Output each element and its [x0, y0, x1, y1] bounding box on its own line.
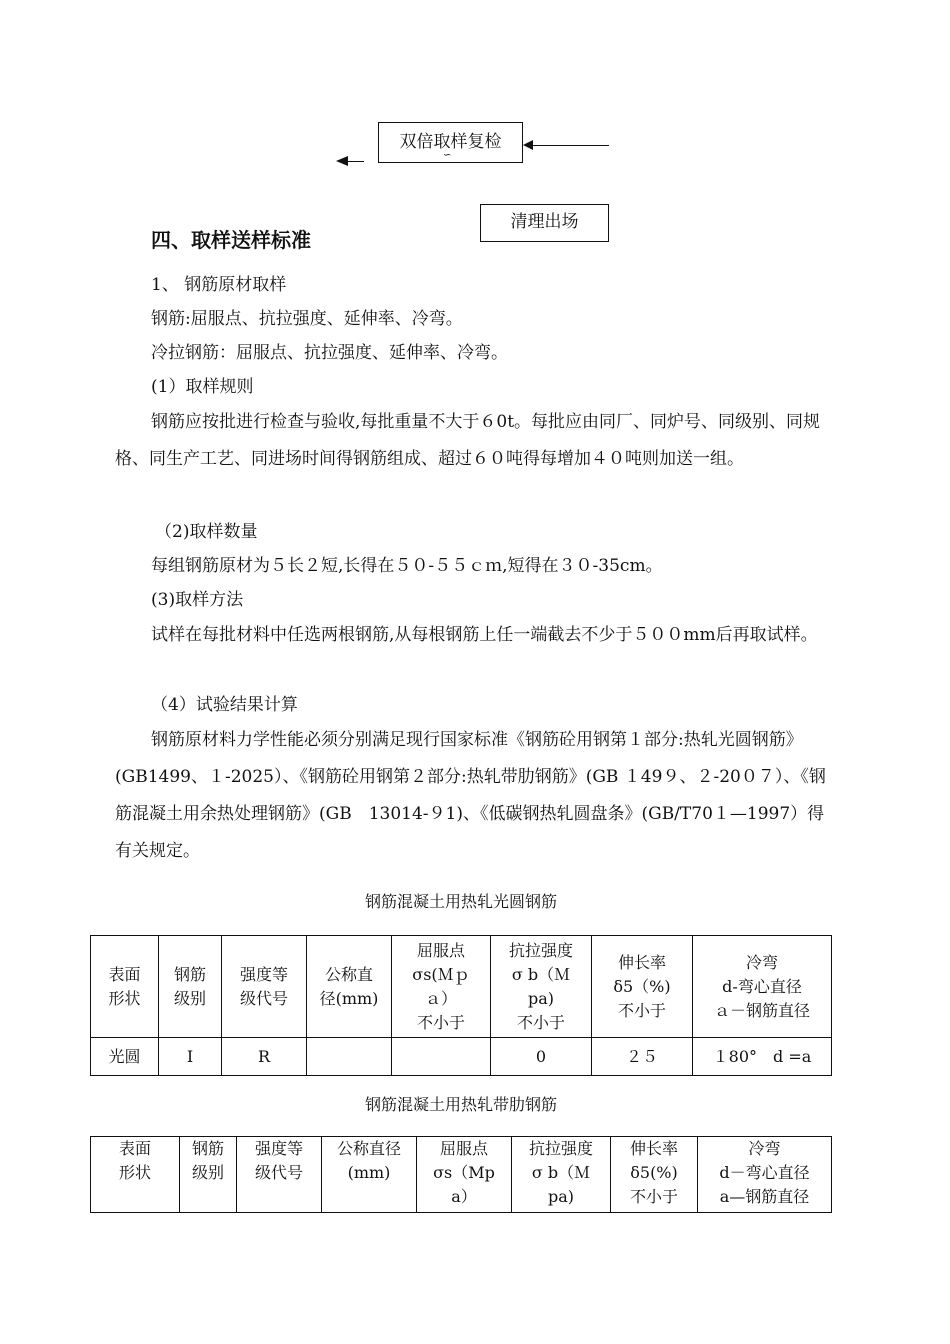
flow-box-stray-glyph: ∽: [443, 150, 452, 161]
table2-header-cell: 表面 形状: [91, 1137, 180, 1213]
table1-header-row: [91, 936, 832, 1038]
table1-cell: １80° d =a: [693, 1038, 832, 1076]
table1-header-cell: 冷弯 d-弯心直径 ａ－钢筋直径: [693, 936, 832, 1038]
table-row: [91, 1038, 832, 1076]
table2-header-cell: 抗拉强度 σ b（Ｍ pa): [512, 1137, 611, 1213]
method-title: (3)取样方法: [151, 590, 244, 610]
table1-header-cell: 钢筋 级别: [159, 936, 222, 1038]
table1-cell: Ⅰ: [159, 1038, 222, 1076]
flow-box-recheck-label: 双倍取样复检: [399, 132, 502, 152]
table2-header-cell: 公称直径 (mm): [322, 1137, 417, 1213]
table2-header-cell: 屈服点 σs（Mp a）: [417, 1137, 512, 1213]
arrow-left-line: [346, 161, 364, 162]
table2-header-cell: 伸长率 δ5(%) 不小于: [611, 1137, 698, 1213]
arrow-right-line: [531, 145, 609, 146]
table1-header-cell: 公称直 径(mm): [307, 936, 392, 1038]
rule-text: 钢筋应按批进行检查与验收,每批重量不大于６0t。每批应由同厂、同炉号、同级别、同规格、同生产工艺、同进场时间得钢筋组成、超过６０吨得每增加４０吨则加送一组。: [115, 412, 821, 469]
table1: [90, 935, 832, 1076]
method-text: 试样在每批材料中任选两根钢筋,从每根钢筋上任一端截去不少于５００mm后再取试样。: [151, 625, 818, 645]
flow-box-recheck: [378, 122, 523, 163]
table1-cell: [307, 1038, 392, 1076]
section1-line2: 冷拉钢筋：屈服点、抗拉强度、延伸率、冷弯。: [151, 343, 508, 363]
table1-cell: 0: [491, 1038, 592, 1076]
qty-text: 每组钢筋原材为５长２短,长得在５０-５５ｃｍ,短得在３０-35cm。: [151, 556, 663, 576]
table1-header-cell: 强度等 级代号: [222, 936, 307, 1038]
table1-cell: ２５: [592, 1038, 693, 1076]
section1-title: 1、 钢筋原材取样: [151, 275, 287, 295]
calc-title: （4）试验结果计算: [151, 695, 298, 715]
flow-box-clear: [480, 204, 609, 242]
table1-caption: 钢筋混凝土用热轧光圆钢筋: [364, 892, 557, 911]
table1-cell: R: [222, 1038, 307, 1076]
table1-cell: 光圆: [91, 1038, 159, 1076]
calc-text: 钢筋原材料力学性能必须分别满足现行国家标准《钢筋砼用钢第１部分:热轧光圆钢筋》(GB1499、１-2025）、《钢筋砼用钢第２部分:热轧带肋钢筋》(GB １49９、２-20０７）、《钢筋混凝土用余热处理钢筋》(GB 13014-９1)、《低碳钢热轧圆盘条》(GB/T70１—1997）得有关规定。: [115, 730, 826, 861]
table1-header-cell: 抗拉强度 σ b（Ｍ pa) 不小于: [491, 936, 592, 1038]
table2-header-cell: 强度等 级代号: [237, 1137, 322, 1213]
section1-line1: 钢筋:屈服点、抗拉强度、延伸率、冷弯。: [151, 309, 463, 329]
table2-header-cell: 冷弯 d－弯心直径 a—钢筋直径: [698, 1137, 832, 1213]
flow-box-clear-label: 清理出场: [510, 212, 579, 232]
table1-cell: [392, 1038, 491, 1076]
table2: [90, 1136, 832, 1213]
table2-header-row: [91, 1137, 832, 1213]
section-heading: 四、取样送样标准: [151, 228, 311, 252]
table1-header-cell: 伸长率 δ5（%) 不小于: [592, 936, 693, 1038]
table2-caption: 钢筋混凝土用热轧带肋钢筋: [364, 1095, 557, 1114]
table1-header-cell: 表面 形状: [91, 936, 159, 1038]
table2-header-cell: 钢筋 级别: [180, 1137, 237, 1213]
rule-title: (1）取样规则: [151, 377, 254, 397]
table1-header-cell: 屈服点 σs(Ｍｐ ａ） 不小于: [392, 936, 491, 1038]
qty-title: （2)取样数量: [155, 522, 258, 542]
